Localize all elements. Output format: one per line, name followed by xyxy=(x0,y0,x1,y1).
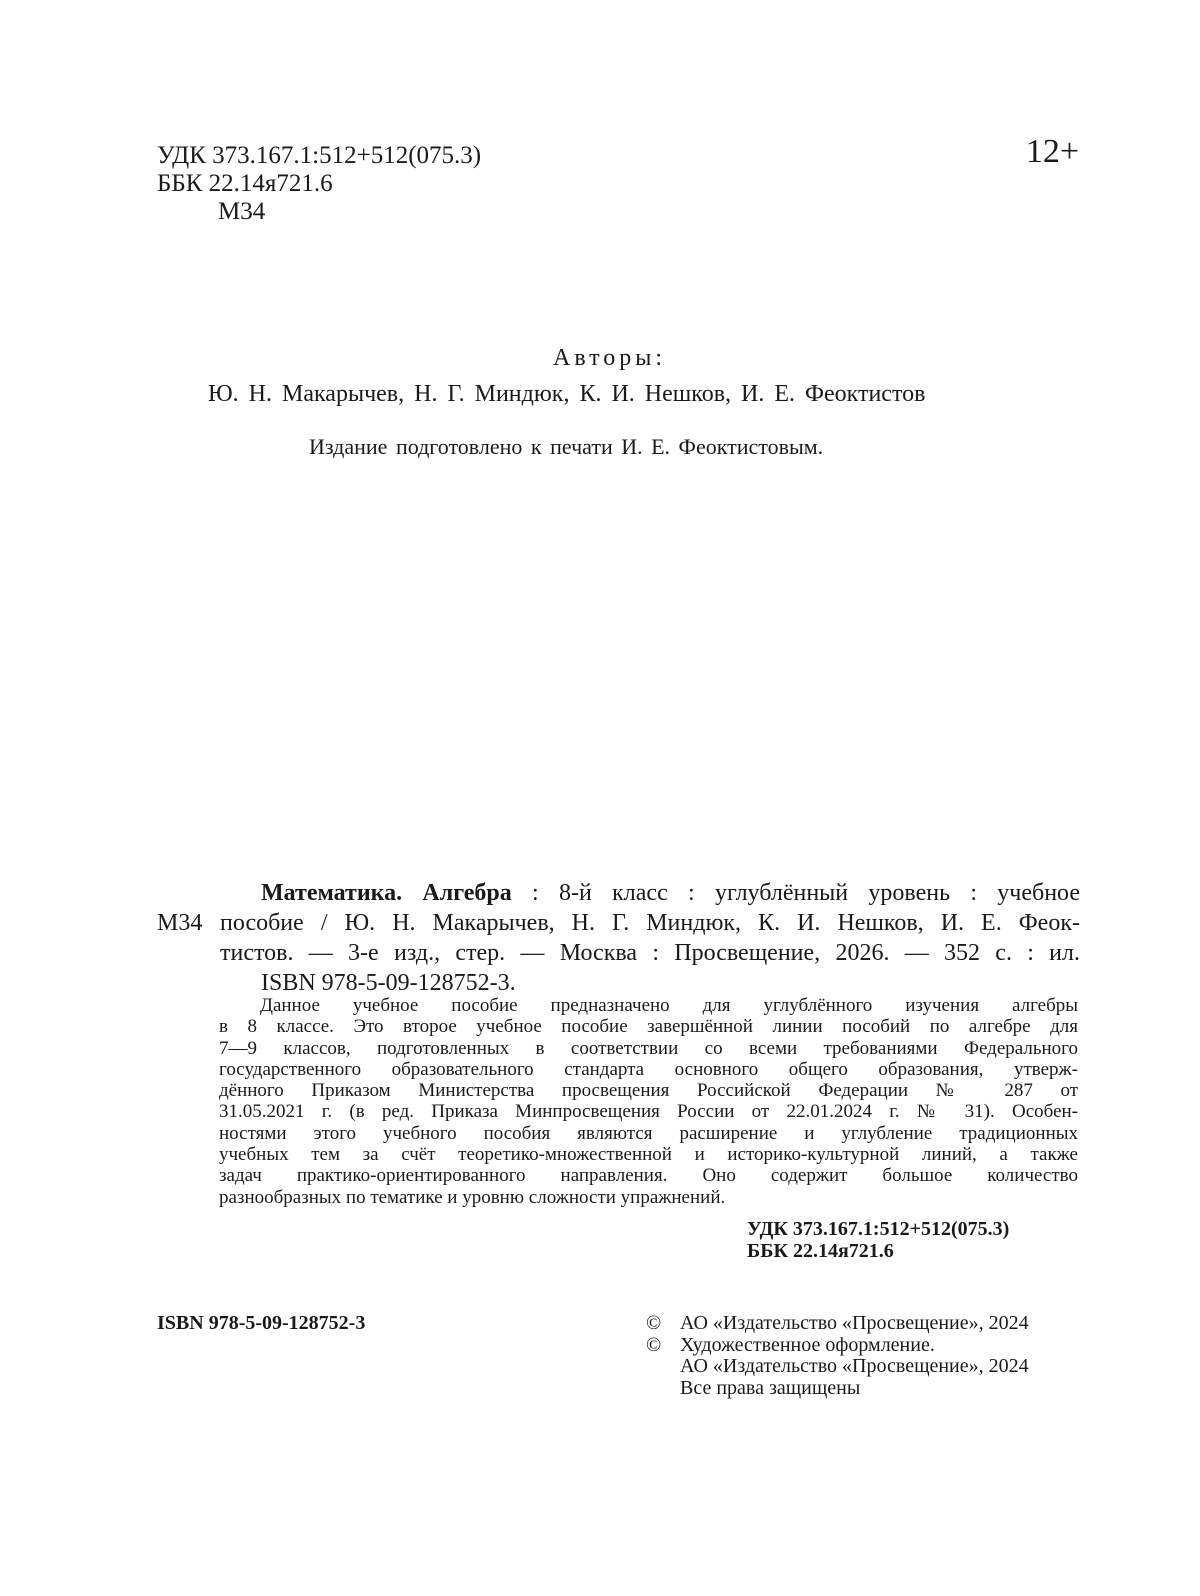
rights-reserved: Все права защищены xyxy=(680,1376,861,1399)
annotation-line: задач практико-ориентированного направления. Оно содержит большое количество xyxy=(219,1165,1078,1187)
record-line-1-rest: : 8-й класс : углублённый уровень : учебное xyxy=(511,880,1080,906)
isbn: ISBN 978-5-09-128752-3 xyxy=(157,1312,366,1334)
annotation-line: ностями этого учебного пособия являются расширение и углубление традиционных xyxy=(219,1122,1078,1144)
copyright-design-publisher: АО «Издательство «Просвещение», 2024 xyxy=(680,1355,1029,1377)
record-bbk: ББК 22.14я721.6 xyxy=(747,1240,894,1262)
annotation-line: государственного образовательного стандарта основного общего образования, утверж- xyxy=(219,1058,1078,1080)
record-line-1 xyxy=(261,878,1080,908)
authors-names: Ю. Н. Макарычев, Н. Г. Миндюк, К. И. Нешков, И. Е. Феоктистов xyxy=(208,381,926,407)
copyright-symbol: © xyxy=(646,1312,662,1334)
bbk-code: ББК 22.14я721.6 xyxy=(157,170,333,197)
annotation-line: в 8 классе. Это второе учебное пособие завершённой линии пособий по алгебре для xyxy=(219,1016,1078,1038)
copyright-row xyxy=(646,1313,1029,1335)
record-udk: УДК 373.167.1:512+512(075.3) xyxy=(747,1218,1010,1240)
annotation-line: Данное учебное пособие предназначено для углублённого изучения алгебры xyxy=(260,995,1078,1016)
bibliographic-record xyxy=(157,878,1080,998)
copyright-symbol: © xyxy=(646,1333,662,1356)
annotation xyxy=(219,995,1078,1208)
record-title: Математика. Алгебра xyxy=(261,880,512,906)
copyright-row xyxy=(646,1378,1029,1400)
age-rating: 12+ xyxy=(1025,133,1079,170)
annotation-line: 7—9 классов, подготовленных в соответствии со всеми требованиями Федерального xyxy=(219,1037,1078,1059)
copyright-block xyxy=(646,1313,1029,1399)
copyright-design: Художественное оформление. xyxy=(680,1333,935,1356)
record-mark: М34 xyxy=(157,910,203,936)
prepared-by: Издание подготовлено к печати И. Е. Феоктистовым. xyxy=(309,434,824,459)
record-isbn: ISBN 978-5-09-128752-3. xyxy=(261,970,516,996)
authors-heading: Авторы: xyxy=(553,345,667,371)
record-line-2: пособие / Ю. Н. Макарычев, Н. Г. Миндюк, К. И. Нешков, И. Е. Феок- xyxy=(220,910,1080,936)
record-line-3: тистов. — 3-е изд., стер. — Москва : Просвещение, 2026. — 352 с. : ил. xyxy=(220,940,1080,966)
udk-code: УДК 373.167.1:512+512(075.3) xyxy=(157,142,482,169)
annotation-line: 31.05.2021 г. (в ред. Приказа Минпросвещения России от 22.01.2024 г. № 31). Особен- xyxy=(219,1101,1078,1123)
author-mark: М34 xyxy=(218,198,266,225)
annotation-line: разнообразных по тематике и уровню сложности упражнений. xyxy=(219,1186,726,1208)
copyright-row xyxy=(646,1335,1029,1357)
annotation-line: дённого Приказом Министерства просвещения Российской Федерации № 287 от xyxy=(219,1080,1078,1102)
annotation-line: учебных тем за счёт теоретико-множественной и историко-культурной линий, а также xyxy=(219,1144,1078,1166)
copyright-row xyxy=(646,1356,1029,1378)
copyright-publisher: АО «Издательство «Просвещение», 2024 xyxy=(680,1312,1029,1334)
